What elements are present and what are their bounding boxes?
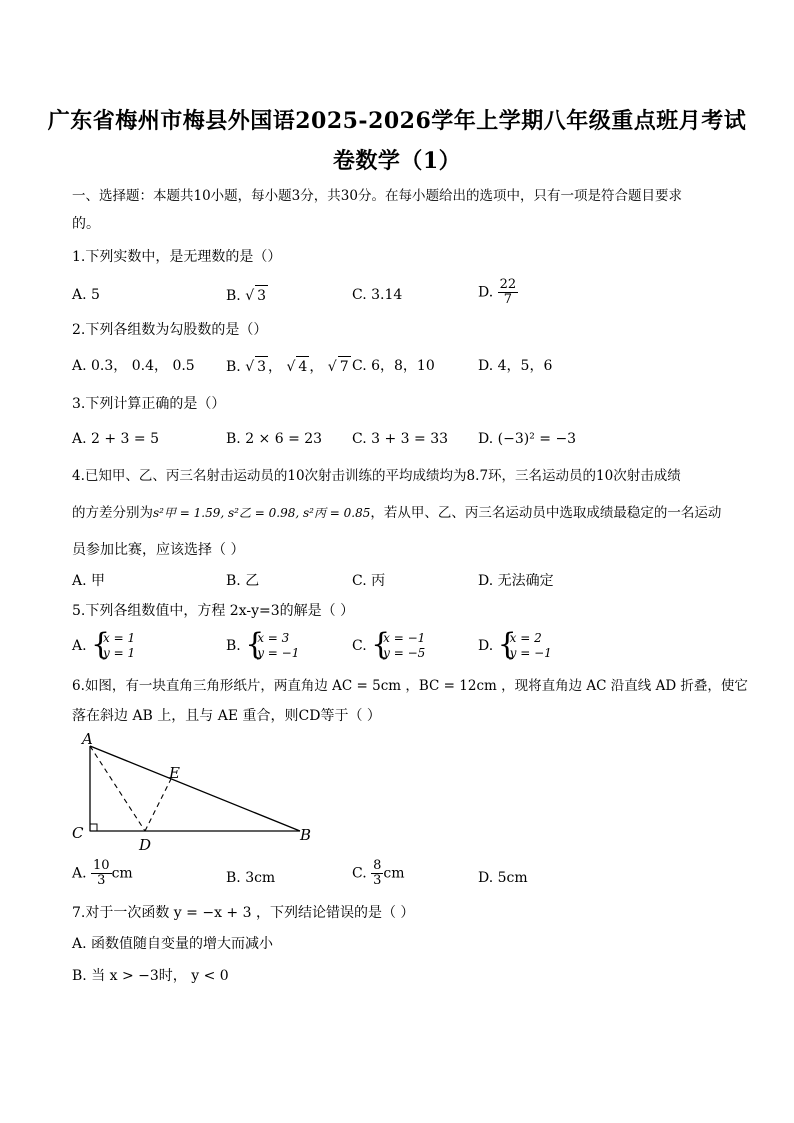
q6-option-b: B. 3cm <box>226 870 276 886</box>
label-c: C <box>72 824 84 842</box>
q4-option-c: C. 丙 <box>352 573 386 589</box>
equation-y: y = −1 <box>509 646 552 660</box>
q3-option-c <box>352 429 448 449</box>
q6-option-a-prefix: A. <box>72 865 87 882</box>
q4-variance-expression: s²甲 = 1.59, s²乙 = 0.98, s²丙 = 0.85 <box>153 506 371 520</box>
equation-x: { x = 3 <box>257 631 290 645</box>
q1-option-d-fraction <box>498 278 519 307</box>
q3-option-c-expression: 3 + 3 = 33 <box>371 431 449 447</box>
sqrt-sign <box>245 288 254 304</box>
q7-stem: 7.对于一次函数 y = −x + 3 ，下列结论错误的是（ ） <box>72 905 415 921</box>
q2-option-d: D. 4，5，6 <box>478 358 553 374</box>
q6-option-c-prefix: C. <box>352 865 367 882</box>
radicand: 7 <box>338 356 351 377</box>
q6-option-c-fraction <box>371 859 383 888</box>
q5-stem: 5.下列各组数值中，方程 2x-y=3的解是（ ） <box>72 603 355 619</box>
exam-title-line2: 卷数学（1） <box>332 148 462 174</box>
equation-x: { x = 1 <box>103 631 136 645</box>
q5-option-a-system <box>91 631 135 661</box>
q1-option-b-radicand: 3 <box>255 285 268 306</box>
q1-option-c: C. 3.14 <box>352 287 403 303</box>
q3-option-a-prefix: A. <box>72 431 87 447</box>
q1-stem: 1.下列实数中，是无理数的是（） <box>72 249 282 265</box>
q2-option-b: B. √ 3 ， √ 4 ， √ 7 <box>226 356 351 377</box>
section-instruction-line1: 一、选择题：本题共10小题，每小题3分，共30分。在每小题给出的选项中，只有一项是符合题目要求 <box>72 188 682 204</box>
side-ab <box>90 746 300 831</box>
q2-stem: 2.下列各组数为勾股数的是（） <box>72 322 268 338</box>
q2-option-c: C. 6，8，10 <box>352 358 435 374</box>
label-b: B <box>300 826 312 844</box>
q6-line1: 6.如图，有一块直角三角形纸片，两直角边 AC = 5cm ，BC = 12cm ，现将直角边 AC 沿直线 AD 折叠，使它 <box>72 678 748 694</box>
q4-line2-suffix: ，若从甲、乙、丙三名运动员中选取成绩最稳定的一名运动 <box>370 505 722 521</box>
q3-option-d <box>478 429 576 449</box>
q6-triangle-figure <box>70 728 330 858</box>
q3-option-d-prefix: D. <box>478 431 494 447</box>
label-a: A <box>82 730 93 748</box>
q5-option-c-system <box>371 631 425 661</box>
unit: cm <box>111 865 133 882</box>
denominator: 7 <box>503 292 513 307</box>
q5-option-b-prefix: B. <box>226 638 241 654</box>
right-angle-mark <box>90 824 97 831</box>
q3-option-d-expression: (−3)² = −3 <box>497 431 577 447</box>
q3-option-c-prefix: C. <box>352 431 367 447</box>
equation-y: y = −5 <box>383 646 426 660</box>
radicand: 4 <box>296 356 309 377</box>
radicand: 3 <box>255 356 268 377</box>
q5-option-c-prefix: C. <box>352 638 367 654</box>
q1-option-b-prefix: B. <box>226 288 241 304</box>
fold-line-de <box>145 779 171 831</box>
q6-option-a-fraction <box>91 859 112 888</box>
label-e: E <box>169 764 180 782</box>
q3-stem: 3.下列计算正确的是（） <box>72 396 226 412</box>
q6-line2: 落在斜边 AB 上，且与 AE 重合，则CD等于（ ） <box>72 708 381 724</box>
q3-option-a-expression: 2 + 3 = 5 <box>91 431 159 447</box>
sqrt-sign <box>287 359 296 375</box>
denominator: 3 <box>373 873 382 888</box>
q3-option-b <box>226 429 322 449</box>
q5-option-c <box>352 631 425 661</box>
sqrt-sign <box>328 359 337 375</box>
sqrt-sign <box>245 359 254 375</box>
unit: cm <box>383 865 405 882</box>
q4-option-b: B. 乙 <box>226 573 260 589</box>
q1-option-d-prefix: D. <box>478 284 494 301</box>
q3-option-a <box>72 429 159 449</box>
numerator: 8 <box>373 858 382 873</box>
q6-option-a <box>72 859 133 888</box>
q4-line2 <box>72 503 721 523</box>
q5-option-b-system <box>245 631 299 661</box>
q3-option-b-expression: 2 × 6 = 23 <box>245 431 323 447</box>
equation-x: { x = 2 <box>509 631 542 645</box>
q2-option-b-prefix: B. <box>226 359 241 375</box>
equation-x: { x = −1 <box>383 631 426 645</box>
q7-option-b: B. 当 x > −3时， y < 0 <box>72 968 229 984</box>
q5-option-d <box>478 631 552 661</box>
denominator: 3 <box>97 873 106 888</box>
q4-option-d: D. 无法确定 <box>478 573 554 589</box>
q5-option-d-prefix: D. <box>478 638 494 654</box>
q1-option-b <box>226 285 268 306</box>
q7-option-a: A. 函数值随自变量的增大而减小 <box>72 936 274 952</box>
fold-line-ad <box>90 746 145 831</box>
exam-title-line1: 广东省梅州市梅县外国语2025-2026学年上学期八年级重点班月考试 <box>47 108 747 134</box>
label-d: D <box>139 836 152 854</box>
q4-line1: 4.已知甲、乙、丙三名射击运动员的10次射击训练的平均成绩均为8.7环，三名运动员的10次射击成绩 <box>72 468 681 484</box>
q3-option-b-prefix: B. <box>226 431 241 447</box>
q5-option-a <box>72 631 135 661</box>
q2-option-a: A. 0.3， 0.4， 0.5 <box>72 358 195 374</box>
q5-option-a-prefix: A. <box>72 638 87 654</box>
q5-option-d-system <box>498 631 552 661</box>
equation-y: y = 1 <box>103 646 136 660</box>
q5-option-b <box>226 631 299 661</box>
q1-option-a: A. 5 <box>72 287 100 303</box>
section-instruction-line2: 的。 <box>72 216 100 232</box>
q4-option-a: A. 甲 <box>72 573 106 589</box>
numerator: 22 <box>499 277 517 292</box>
q6-option-c <box>352 859 405 888</box>
equation-y: y = −1 <box>257 646 300 660</box>
numerator: 10 <box>93 858 110 873</box>
q6-option-d: D. 5cm <box>478 870 528 886</box>
q1-option-d <box>478 278 518 307</box>
q4-line3: 员参加比赛，应该选择（ ） <box>72 542 245 558</box>
q4-line2-prefix: 的方差分别为 <box>72 505 153 521</box>
